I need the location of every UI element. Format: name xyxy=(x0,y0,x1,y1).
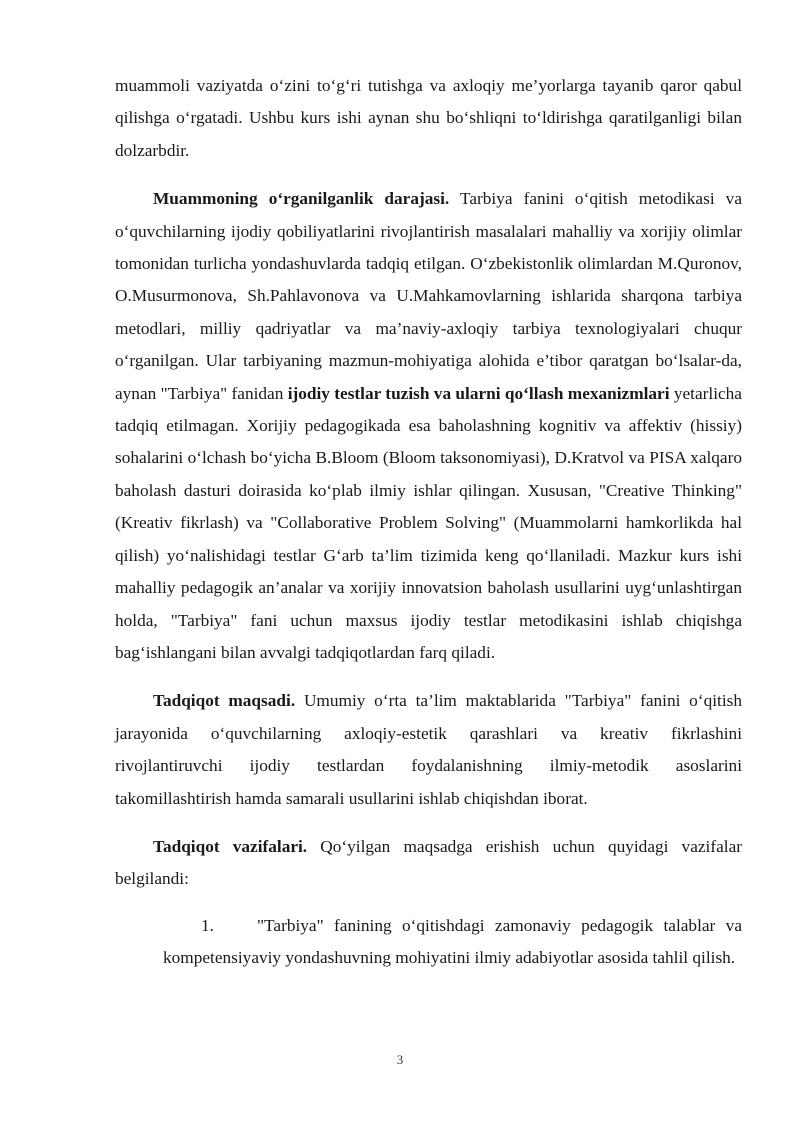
paragraph-text: Umumiy o‘rta ta’lim maktablarida "Tarbiya" fanini o‘qitish jarayonida o‘quvchilarning axloqiy-estetik qarashlari va kreativ fikrlashini rivojlantiruvchi ijodiy testlardan foydalanishning ilmiy-metodik asoslarini takomillashtirish hamda samarali usullarini ishlab chiqishdan iborat. xyxy=(115,691,742,808)
section-heading-research-tasks: Tadqiqot vazifalari. xyxy=(153,836,308,856)
paragraph-gap xyxy=(115,896,742,910)
paragraph-intro-continuation xyxy=(115,70,742,167)
paragraph-gap xyxy=(115,167,742,183)
emphasis-text: ijodiy testlar tuzish va ularni qo‘llash mexanizmlari xyxy=(287,383,670,403)
paragraph-gap xyxy=(115,669,742,685)
paragraph-research-tasks xyxy=(115,831,742,896)
paragraph-text: yetarlicha tadqiq etilmagan. Xorijiy pedagogikada esa baholashning kognitiv va affektiv (hissiy) sohalarini o‘lchash bo‘yicha B.Bloom (Bloom taksonomiyasi), D.Kratvol va PISA xalqaro baholash dasturi doirasida ko‘plab ilmiy ishlar qilingan. Xususan, "Creative Thinking" (Kreativ fikrlash) va "Collaborative Problem Solving" (Muammolarni hamkorlikda hal qilish) yo‘nalishidagi testlar G‘arb ta’lim tizimida keng qo‘llaniladi. Mazkur kurs ishi mahalliy pedagogik an’analar va xorijiy innovatsion baholash usullarini uyg‘unlashtirgan holda, "Tarbiya" fani uchun maxsus ijodiy testlar metodikasini ishlab chiqishga bag‘ishlangani bilan avvalgi tadqiqotlardan farq qiladi. xyxy=(115,383,742,662)
section-heading-research-degree: Muammoning o‘rganilganlik darajasi. xyxy=(153,189,450,209)
list-item xyxy=(163,910,742,975)
list-item-text: "Tarbiya" fanining o‘qitishdagi zamonaviy pedagogik talablar va kompetensiyaviy yondashuvning mohiyatini ilmiy adabiyotlar asosida tahlil qilish. xyxy=(163,915,742,968)
list-item-number: 1. xyxy=(201,915,214,935)
page-number: 3 xyxy=(396,1052,404,1067)
paragraph-research-goal xyxy=(115,685,742,815)
paragraph-text: Tarbiya fanini o‘qitish metodikasi va o‘quvchilarning ijodiy qobiliyatlarini rivojlantirish masalalari mahalliy va xorijiy olimlar tomonidan turlicha yondashuvlarda tadqiq etilgan. O‘zbekistonlik olimlardan M.Quronov, O.Musurmonova, Sh.Pahlavonova va U.Mahkamovlarning ishlarida sharqona tarbiya metodlari, milliy qadriyatlar va ma’naviy-axloqiy tarbiya texnologiyalari chuqur o‘rganilgan. Ular tarbiyaning mazmun-mohiyatiga alohida e’tibor qaratgan bo‘lsalar-da, aynan "Tarbiya" fanidan xyxy=(115,189,742,403)
document-page xyxy=(115,70,742,975)
paragraph-gap xyxy=(115,815,742,831)
paragraph-text: muammoli vaziyatda o‘zini to‘g‘ri tutishga va axloqiy me’yorlarga tayanib qaror qabul qilishga o‘rgatadi. Ushbu kurs ishi aynan shu bo‘shliqni to‘ldirishga qaratilganligi bilan dolzarbdir. xyxy=(115,76,742,160)
paragraph-text: Qo‘yilgan maqsadga erishish uchun quyidagi vazifalar belgilandi: xyxy=(115,836,742,889)
paragraph-research-degree xyxy=(115,183,742,669)
section-heading-research-goal: Tadqiqot maqsadi. xyxy=(153,691,296,711)
